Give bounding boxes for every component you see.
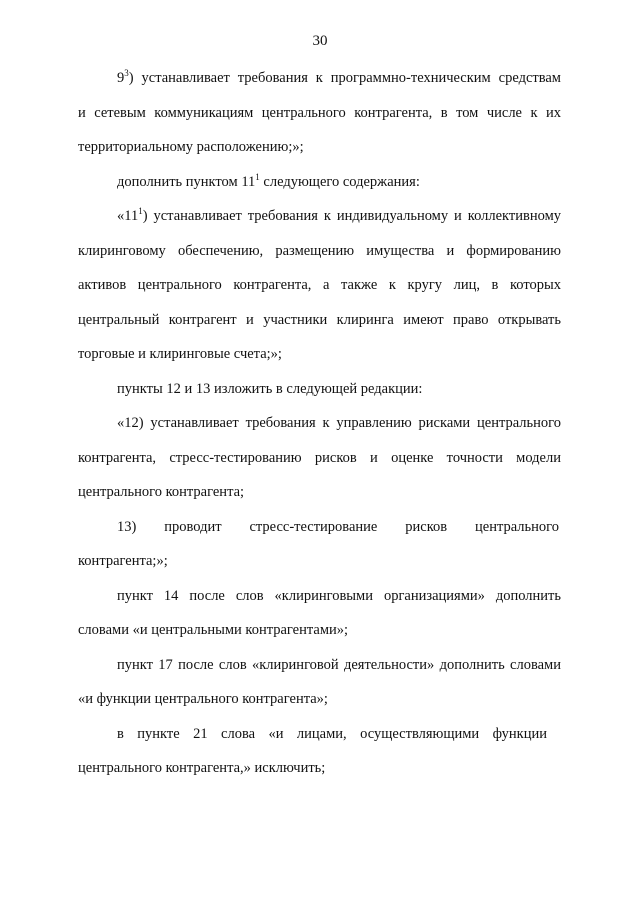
page-number: 30: [312, 33, 328, 49]
line-text: «11: [117, 208, 139, 224]
superscript: 3: [124, 68, 129, 78]
line-text: следующего содержания:: [259, 173, 420, 190]
text-line: [117, 172, 561, 192]
text-line: контрагента, стресс-тестированию рисков и оценке точности модели: [78, 449, 561, 466]
text-line: [117, 206, 561, 226]
text-line: активов центрального контрагента, а также к кругу лиц, в которых: [78, 277, 561, 293]
text-line: «12) устанавливает требования к управлению рисками центрального: [117, 415, 561, 431]
text-line: торговые и клиринговые счета;»;: [78, 346, 282, 362]
text-line: контрагента;»;: [78, 553, 168, 569]
text-line: и сетевым коммуникациям центрального контрагента, в том числе к их: [78, 104, 561, 121]
text-line: пункты 12 и 13 изложить в следующей редакции:: [117, 380, 423, 397]
text-line: территориальному расположению;»;: [78, 139, 304, 155]
text-line: центрального контрагента,» исключить;: [78, 760, 326, 776]
text-line: центрального контрагента;: [78, 484, 245, 500]
line-text: дополнить пунктом 11: [117, 173, 256, 190]
text-line: «и функции центрального контрагента»;: [78, 691, 328, 707]
text-line: словами «и центральными контрагентами»;: [78, 622, 349, 638]
line-text: ) устанавливает требования к программно-техническим средствам: [128, 70, 561, 86]
text-line: в пункте 21 слова «и лицами, осуществляющими функции: [117, 725, 547, 742]
text-line: пункт 17 после слов «клиринговой деятельности» дополнить словами: [117, 656, 561, 673]
line-text: 9: [117, 70, 125, 86]
text-line: центральный контрагент и участники клиринга имеют право открывать: [78, 311, 561, 328]
text-line: пункт 14 после слов «клиринговыми организациями» дополнить: [117, 587, 561, 604]
line-text: ) устанавливает требования к индивидуальному и коллективному: [142, 208, 561, 224]
text-line: 13) проводит стресс-тестирование рисков центрального: [117, 518, 559, 535]
superscript: 1: [255, 171, 260, 182]
text-line: [117, 68, 561, 88]
text-line: клиринговому обеспечению, размещению имущества и формированию: [78, 242, 561, 259]
superscript: 1: [138, 206, 143, 216]
